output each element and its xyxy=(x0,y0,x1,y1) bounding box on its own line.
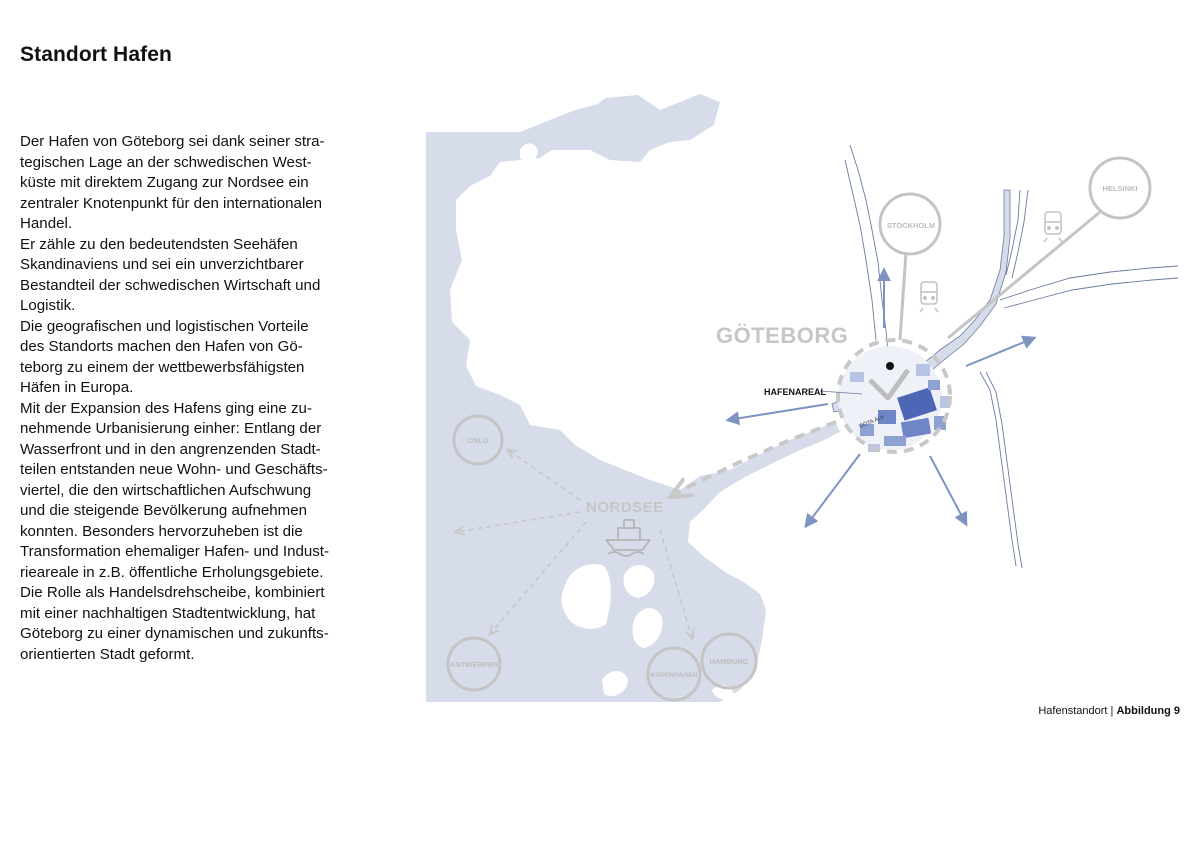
figure-caption xyxy=(1038,705,1180,717)
text-line: Er zähle zu den bedeutendsten Seehäfen xyxy=(20,235,298,253)
text-line: orientierten Stadt geformt. xyxy=(20,645,195,663)
text-line: Der Hafen von Göteborg sei dank seiner stra- xyxy=(20,133,325,150)
text-line: viertel, die den wirtschaftlichen Aufschwung xyxy=(20,481,312,499)
label-kopenhagen: KOPENHAGEN xyxy=(650,672,698,679)
text-line: Mit der Expansion des Hafens ging eine zu- xyxy=(20,399,312,417)
text-line: rieareale in z.B. öffentliche Erholungsgebiete. xyxy=(20,563,324,581)
label-hamburg: HAMBURG xyxy=(709,657,749,666)
text-line: tegischen Lage an der schwedischen West- xyxy=(20,153,312,171)
text-line: mit einer nachhaltigen Stadtentwicklung, hat xyxy=(20,604,316,622)
page-title: Standort Hafen xyxy=(20,43,172,66)
text-line: und die steigende Bevölkerung aufnehmen xyxy=(20,502,307,519)
text-line: Logistik. xyxy=(20,297,76,314)
train-icon xyxy=(1044,212,1062,242)
harbour-label: HAFENAREAL xyxy=(764,387,826,397)
arrow xyxy=(728,404,828,420)
text-line: Transformation ehemaliger Hafen- und Indust- xyxy=(20,543,330,560)
text-line: Die geografischen und logistischen Vorteile xyxy=(20,317,309,335)
text-line: Handel. xyxy=(20,215,73,232)
label-helsinki: HELSINKI xyxy=(1102,184,1138,193)
location-dot xyxy=(886,362,894,370)
arrow xyxy=(966,338,1034,366)
text-line: des Standorts machen den Hafen von Gö- xyxy=(20,338,303,355)
caption-label: Hafenstandort xyxy=(1038,705,1108,717)
text-line: küste mit direktem Zugang zur Nordsee ein xyxy=(20,174,309,191)
text-line: Häfen in Europa. xyxy=(20,379,134,396)
text-line: konnten. Besonders hervorzuheben ist die xyxy=(20,522,303,540)
city-label: GÖTEBORG xyxy=(716,323,849,348)
arrow xyxy=(930,456,966,524)
island xyxy=(467,263,492,294)
text-line: Bestandteil der schwedischen Wirtschaft und xyxy=(20,276,321,294)
label-oslo: OSLO xyxy=(467,436,489,445)
text-line: teborg zu einem der wettbewerbsfähigsten xyxy=(20,358,305,376)
connector-helsinki xyxy=(948,212,1100,338)
train-icon xyxy=(920,282,938,312)
caption-separator: | xyxy=(1110,705,1114,717)
connector-stockholm xyxy=(900,252,906,340)
text-line: Die Rolle als Handelsdrehscheibe, kombiniert xyxy=(20,584,325,601)
text-line: zentraler Knotenpunkt für den internationalen xyxy=(20,194,323,212)
text-line: Wasserfront und in den angrenzenden Stadt- xyxy=(20,440,321,458)
label-stockholm: STOCKHOLM xyxy=(886,221,936,230)
caption-figure: Abbildung 9 xyxy=(1116,705,1180,717)
text-line: Göteborg zu einer dynamischen und zukunfts- xyxy=(20,625,329,642)
sea-area xyxy=(426,94,840,702)
text-line: teilen entstanden neue Wohn- und Geschäfts- xyxy=(20,461,328,478)
arrow xyxy=(806,454,860,526)
sea-label: NORDSEE xyxy=(586,499,664,516)
river-label: GÖTA ÄLV xyxy=(858,414,886,430)
label-antwerpen: ANTWERPEN xyxy=(449,660,499,669)
text-line: Skandinaviens und sei ein unverzichtbarer xyxy=(20,256,304,273)
text-line: nehmende Urbanisierung einher: Entlang der xyxy=(20,420,322,437)
